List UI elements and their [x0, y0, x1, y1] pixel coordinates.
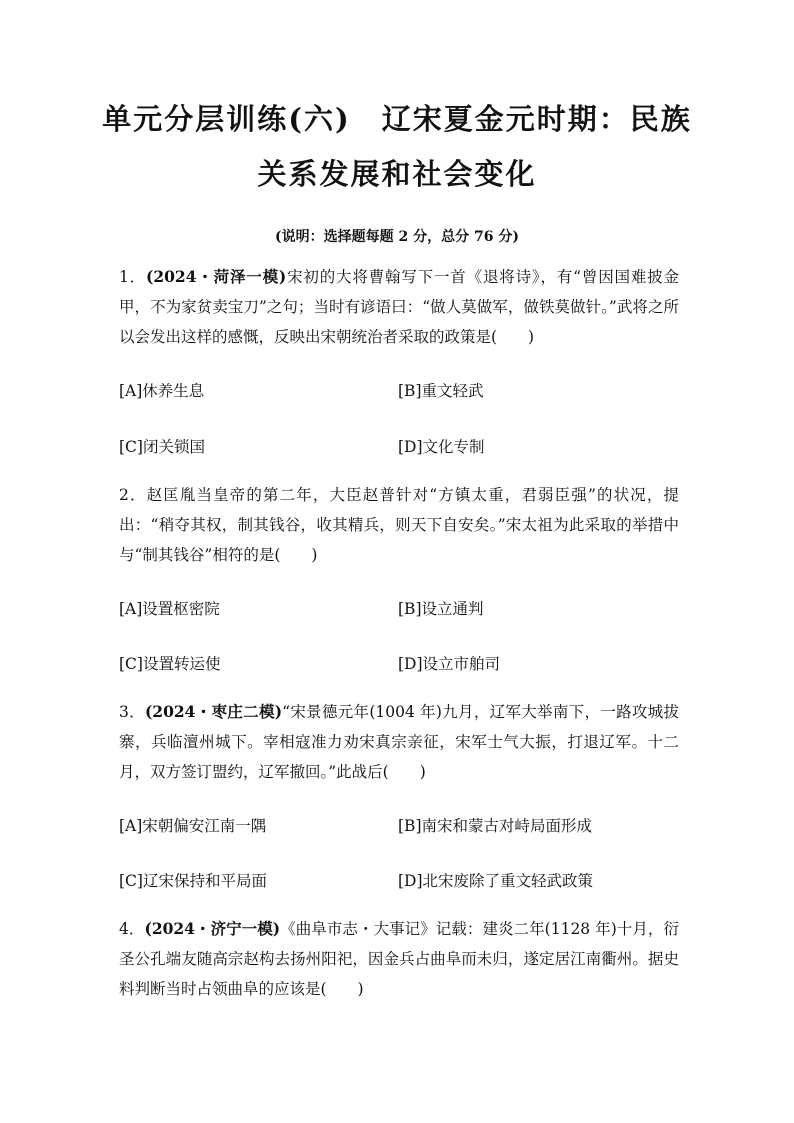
question-1-option-a: [A]休养生息 [119, 382, 205, 400]
question-3 [119, 697, 679, 787]
question-source: (2024・枣庄二模) [144, 702, 283, 721]
question-2-option-a: [A]设置枢密院 [119, 600, 220, 618]
question-stem: 赵匡胤当皇帝的第二年，大臣赵普针对“方镇太重，君弱臣强”的状况，提出：“稍夺其权，制其钱谷，收其精兵，则天下自安矣。”宋太祖为此采取的举措中与“制其钱谷”相符的是( ) [119, 486, 679, 564]
question-3-option-a: [A]宋朝偏安江南一隅 [119, 817, 267, 835]
question-stem: 《曲阜市志・大事记》记载：建炎二年(1128 年)十月，衍圣公孔端友随高宗赵构去扬州阳祀，因金兵占曲阜而未归，遂定居江南衢州。据史料判断当时占领曲阜的应该是( ) [119, 920, 679, 998]
question-2-option-d: [D]设立市舶司 [398, 655, 501, 673]
question-3-option-c: [C]辽宋保持和平局面 [119, 872, 267, 890]
question-3-option-b: [B]南宋和蒙古对峙局面形成 [398, 817, 592, 835]
question-4 [119, 914, 679, 1004]
question-source: (2024・济宁一模) [144, 919, 281, 938]
question-source: (2024・菏泽一模) [146, 267, 287, 286]
question-1-option-b: [B]重文轻武 [398, 382, 484, 400]
question-number: 4． [119, 920, 145, 938]
question-1 [119, 262, 679, 352]
question-2-option-c: [C]设置转运使 [119, 655, 221, 673]
question-number: 2． [119, 486, 147, 504]
page-title-line-1: 单元分层训练(六) 辽宋夏金元时期：民族 [102, 102, 692, 136]
question-number: 1． [119, 268, 147, 286]
question-1-option-d: [D]文化专制 [398, 438, 485, 456]
question-number: 3． [119, 703, 145, 721]
question-1-option-c: [C]闭关锁国 [119, 438, 205, 456]
question-stem: “宋景德元年(1004 年)九月，辽军大举南下，一路攻城拔寨，兵临澶州城下。宰相寇准力劝宋真宗亲征，宋军士气大振，打退辽军。十二月，双方签订盟约，辽军撤回。”此战后( ) [119, 703, 679, 781]
question-stem: 宋初的大将曹翰写下一首《退将诗》，有“曾因国难披金甲，不为家贫卖宝刀”之句；当时有谚语曰：“做人莫做军，做铁莫做针。”武将之所以会发出这样的感慨，反映出宋朝统治者采取的政策是( ) [119, 268, 679, 346]
score-note: (说明：选择题每题 2 分，总分 76 分) [275, 229, 519, 245]
page-title-line-2: 关系发展和社会变化 [257, 157, 537, 191]
question-3-option-d: [D]北宋废除了重文轻武政策 [398, 872, 594, 890]
question-2-option-b: [B]设立通判 [398, 600, 484, 618]
question-2 [119, 480, 679, 570]
